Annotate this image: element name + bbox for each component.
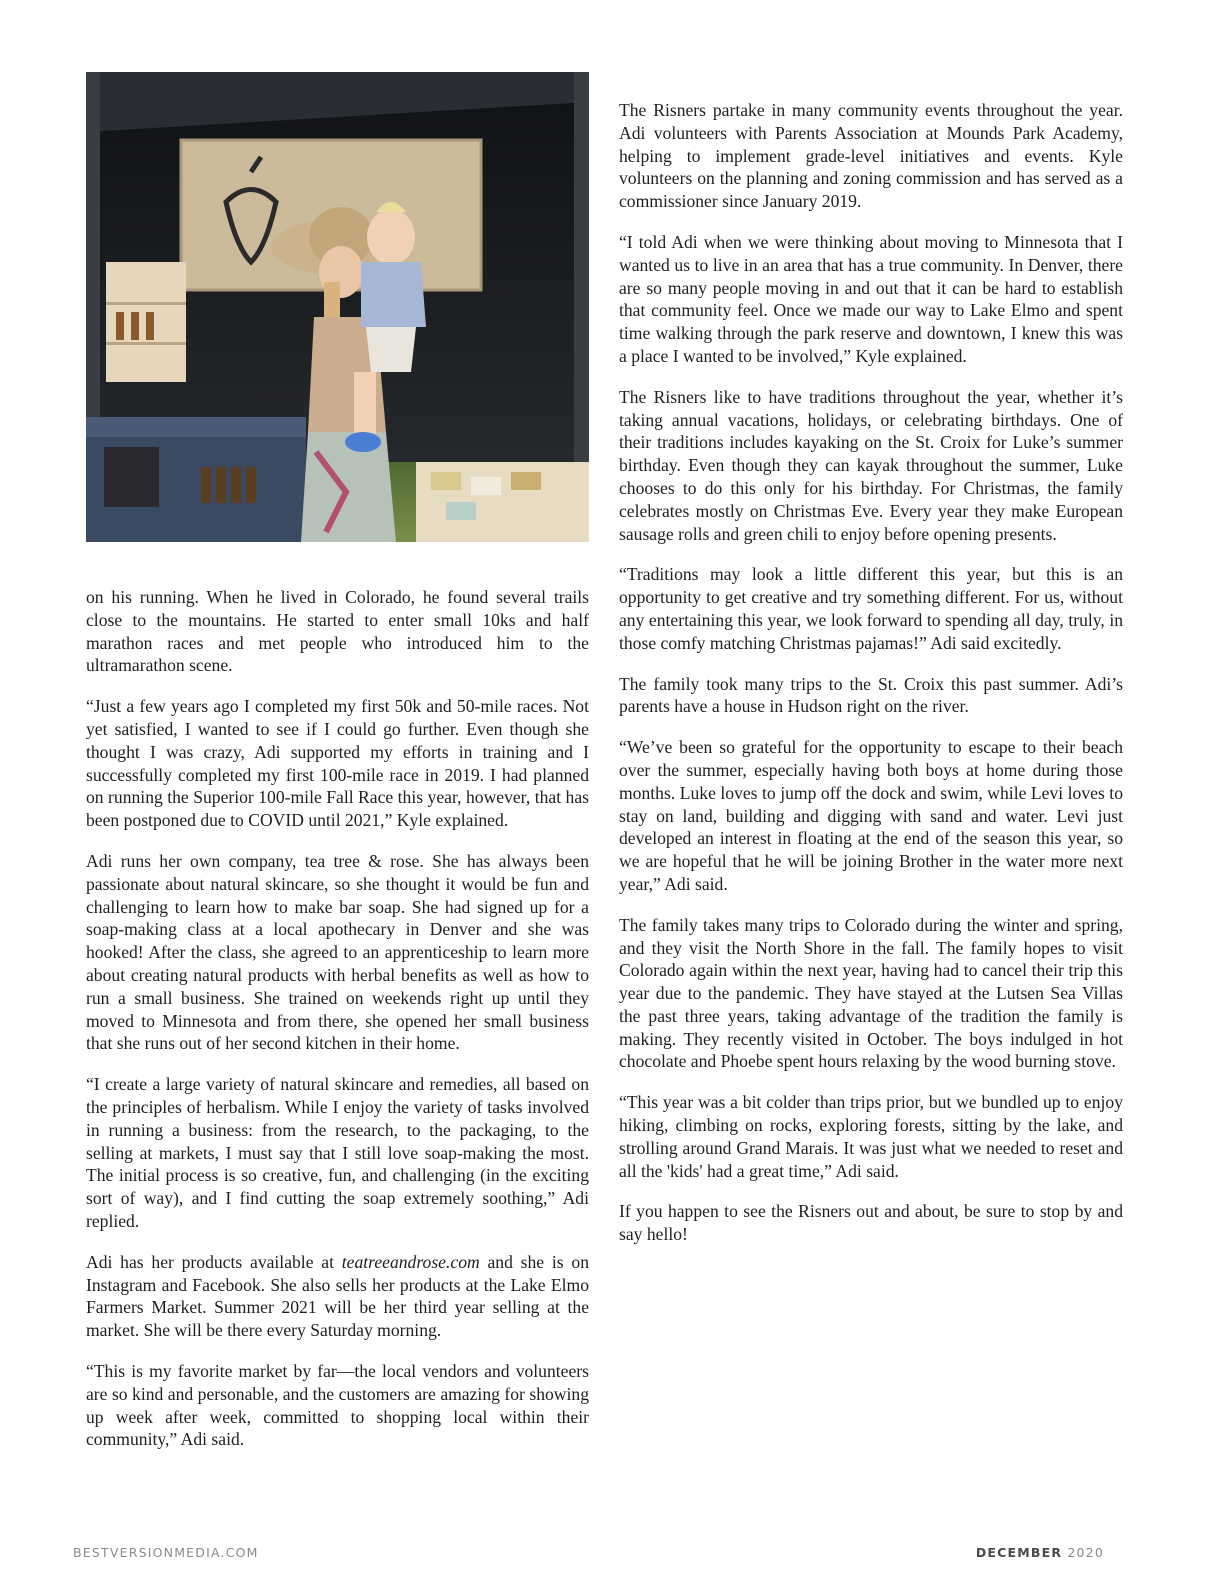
paragraph: If you happen to see the Risners out and about, be sure to stop by and say hello!	[619, 1201, 1123, 1245]
footer-year: 2020	[1067, 1545, 1104, 1560]
paragraph: “I told Adi when we were thinking about moving to Minnesota that I wanted us to live in an area that has a true community. In Denver, there are so many people moving in and out that it can be hard to establish that community feel. Once we made our way to Lake Elmo and spent time walking through the park reserve and downtown, I knew this was a place I wanted to be involved,” Kyle explained.	[619, 231, 1123, 366]
paragraph: on his running. When he lived in Colorado, he found several trails close to the mountains. He started to enter small 10ks and half marathon races and met people who introduced him to the ultramarathon scene.	[86, 587, 589, 676]
paragraph: The Risners like to have traditions throughout the year, whether it’s taking annual vacations, holidays, or celebrating birthdays. One of their traditions includes kayaking on the St. Croix for Luke’s summer birthday. Even though they can kayak throughout the summer, Luke chooses to do this only for his birthday. For Christmas, the family celebrates mostly on Christmas Eve. Every year they make European sausage rolls and green chili to enjoy before opening presents.	[619, 386, 1123, 544]
paragraph: “We’ve been so grateful for the opportunity to escape to their beach over the summer, especially having both boys at home during those months. Luke loves to jump off the dock and swim, while Levi loves to stay on land, building and digging with sand and water. Levi just developed an interest in floating at the end of the season this year, so we are hopeful that he will be joining Brother in the water more next year,” Adi said.	[619, 737, 1123, 894]
paragraph-text: and she is on Instagram and Facebook. She also sells her products at the Lake Elmo Farmers Market. Summer 2021 will be her third year selling at the market. She will be there every Saturday morning.	[86, 1251, 589, 1341]
paragraph: The family takes many trips to Colorado during the winter and spring, and they visit the North Shore in the fall. The family hopes to visit Colorado again within the next year, having had to cancel their trip this year due to the pandemic. They have stayed at the Lutsen Sea Villas the past three years, taking advantage of the tradition the family is making. They recently visited in October. The boys indulged in hot chocolate and Phoebe spent hours relaxing by the wood burning stove.	[619, 914, 1123, 1072]
paragraph: “Just a few years ago I completed my first 50k and 50-mile races. Not yet satisfied, I wanted to see if I could go further. Even though she thought I was crazy, Adi supported my efforts in training and I successfully completed my first 100-mile race in 2019. I had planned on running the Superior 100-mile Fall Race this year, however, that has been postponed due to COVID until 2021,” Kyle explained.	[86, 696, 589, 831]
website-link[interactable]: teatreeandrose.com	[341, 1251, 480, 1272]
footer-month: DECEMBER	[975, 1545, 1063, 1560]
footer-issue-date	[976, 1545, 1104, 1560]
paragraph: “I create a large variety of natural skincare and remedies, all based on the principles of herbalism. While I enjoy the variety of tasks involved in running a business: from the research, to the packaging, to the selling at markets, I must say that I still love soap-making the most. The initial process is so creative, fun, and challenging (in the exciting sort of way), and I find cutting the soap extremely soothing,” Adi replied.	[86, 1074, 589, 1231]
paragraph: The family took many trips to the St. Croix this past summer. Adi’s parents have a house in Hudson right on the river.	[619, 673, 1123, 717]
left-body-text	[86, 586, 589, 1469]
right-body-text	[619, 99, 1123, 1264]
paragraph: Adi runs her own company, tea tree & rose. She has always been passionate about natural skincare, so she thought it would be fun and challenging to learn how to make bar soap. She had signed up for a soap-making class at a local apothecary in Denver and she was hooked! After the class, she agreed to an apprenticeship to learn more about creating natural products with herbal benefits as well as how to run a small business. She trained on weekends right up until they moved to Minnesota and from there, she opened her small business that she runs out of her second kitchen in their home.	[86, 850, 589, 1054]
paragraph: “This is my favorite market by far—the local vendors and volunteers are so kind and personable, and the customers are amazing for showing up week after week, committed to shopping local within their community,” Adi said.	[86, 1360, 589, 1450]
paragraph	[86, 1251, 589, 1342]
paragraph: “This year was a bit colder than trips prior, but we bundled up to enjoy hiking, climbing on rocks, exploring forests, sitting by the lake, and strolling around Grand Marais. It was just what we needed to reset and all the 'kids' had a great time,” Adi said.	[619, 1092, 1123, 1181]
paragraph-text: Adi has her products available at	[86, 1251, 342, 1272]
paragraph: The Risners partake in many community events throughout the year. Adi volunteers with Parents Association at Mounds Park Academy, helping to implement grade-level initiatives and events. Kyle volunteers on the planning and zoning commission and has served as a commissioner since January 2019.	[619, 100, 1123, 212]
market-booth-photo	[86, 72, 589, 542]
paragraph: “Traditions may look a little different this year, but this is an opportunity to get creative and try something different. For us, without any entertaining this year, we look forward to spending all day, truly, in those comfy matching Christmas pajamas!” Adi said excitedly.	[619, 564, 1123, 653]
footer-site[interactable]: BESTVERSIONMEDIA.COM	[73, 1545, 259, 1560]
